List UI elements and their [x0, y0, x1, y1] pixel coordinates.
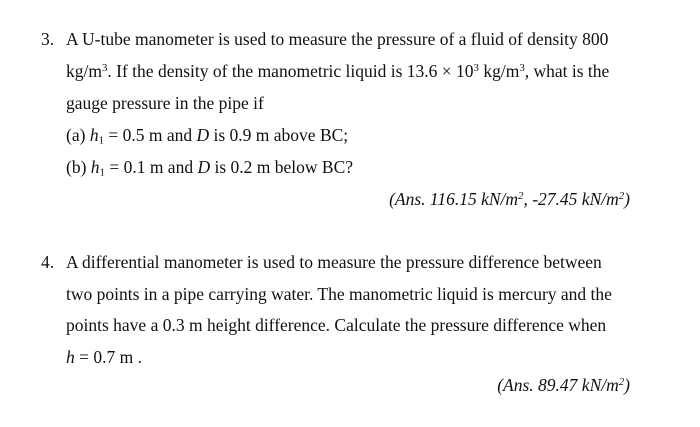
- question-3-part-b: (b) $h_1 = 0.1$ m and D is 0.2 m below BC?: [66, 157, 354, 179]
- question-4-line-1: A differential manometer is used to measure the pressure difference between: [66, 252, 602, 272]
- question-3-number: 3.: [41, 29, 55, 49]
- question-4-line-3: points have a 0.3 m height difference. Calculate the pressure difference when: [66, 315, 607, 335]
- question-4-answer: (Ans. 89.47 $kN/m^2$): [497, 375, 630, 395]
- question-4-number: 4.: [41, 252, 55, 272]
- question-3-part-a: (a) $h_1 = 0.5$ m and D is 0.9 m above BC;: [66, 125, 349, 147]
- question-3-line-3: gauge pressure in the pipe if: [66, 93, 264, 113]
- question-4-line-2: two points in a pipe carrying water. The manometric liquid is mercury and the: [66, 284, 612, 304]
- question-4-line-4: h = 0.7 m .: [66, 347, 142, 367]
- question-3-line-2: $kg/m^3$. If the density of the manometric liquid is $13.6 \times 10^3$ $kg/m^3$, what is the: [66, 61, 610, 81]
- question-3-line-1: A U-tube manometer is used to measure the pressure of a fluid of density 800: [66, 29, 609, 49]
- question-3-answer: (Ans. 116.15 $kN/m^2$, -27.45 $kN/m^2$): [389, 189, 630, 209]
